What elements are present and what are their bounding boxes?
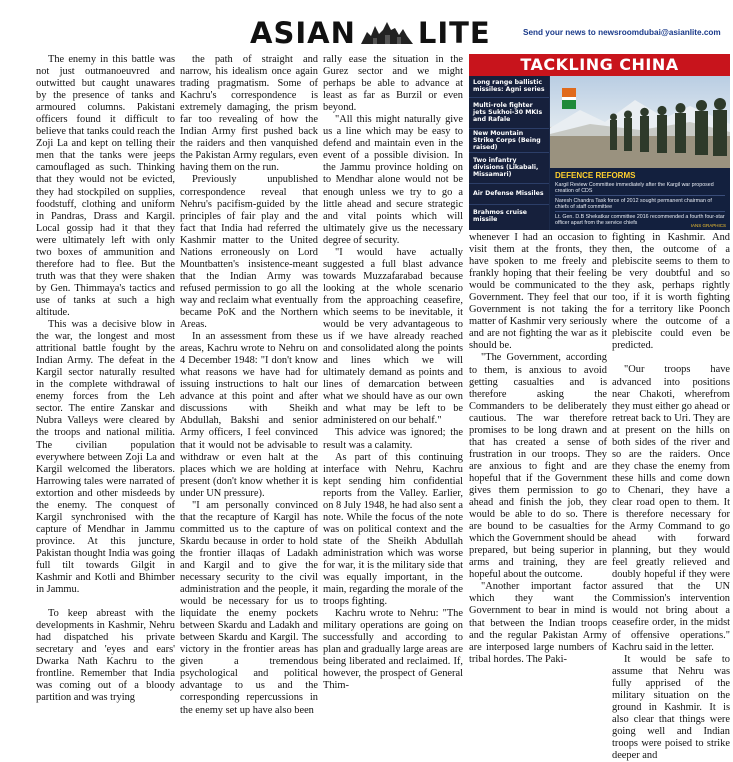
masthead-left-word: ASIAN (250, 16, 356, 50)
article-column-4 (469, 232, 607, 666)
reform-item: Naresh Chandra Task force of 2012 sought permanent chairman of chiefs of staff committee (555, 198, 712, 211)
infographic-title: TACKLING CHINA (469, 54, 730, 76)
weapon-item: Multi-role fighter jets Sukhoi-30 MKIs and Rafale (469, 98, 549, 129)
reform-item: Lt. Gen. D.B Shekatkar committee 2016 recommended a fourth four-star officer apart from the service chiefs (555, 214, 725, 227)
infographic-weapons-list (469, 76, 549, 230)
masthead-emblem-icon (359, 20, 415, 46)
infographic-panel (469, 54, 730, 230)
paragraph: rally ease the situation in the Gurez sector and we might perhaps be able to advance at least as far as Burzil or even beyond. (323, 54, 463, 114)
paragraph: the path of straight and narrow, his idealism once again trading pragmatism. Some of Kachru's correspondence is extremely damaging, the prism far too revealing of how the Indian Army first pushed back the raiders and then vanquished the Pakistan Army regulars, even having them on the run. (180, 54, 318, 174)
masthead-right-word: LITE (417, 16, 491, 50)
paragraph: whenever I had an occasion to visit them at the fronts, they have spoken to me freely and frankly hoping that their feeling would be communicated to the Government. They feel that our Government is not taking the matter of Kashmir very seriously and are not fighting the war as it should be. (469, 232, 607, 352)
masthead (250, 18, 491, 48)
paragraph: "Another important factor which they want the Government to bear in mind is that between the Indian troops and the regular Pakistan Army are interposed large numbers of tribal hordes. The Paki- (469, 581, 607, 665)
article-column-2 (180, 54, 318, 717)
article-column-1 (36, 54, 175, 704)
weapon-item: Two infantry divisions (Likabali, Missamari) (469, 153, 549, 184)
paragraph: "The Government, according to them, is anxious to avoid getting casualties and is therefore asking the Commanders to be deliberately cautious. The war therefore promises to be long drawn and that has created a sense of frustration in our troops. They are anxious to fight and are hopeful that if the Government gives them permission to go ahead and finish the job, they would be able to do so. There are bound to be casualties for which the Government should be prepared, but being superior in arms and training, they are hopeful about the outcome. (469, 352, 607, 581)
paragraph: Previously unpublished correspondence reveal that Nehru's pacifism-guided by the principles of fair play and the fact that India had referred the Kashmir matter to the United Nations erroneously on Lord Mountbatten's insistence-meant that the Indian Army was refused permission to go all the way and reclaim what eventually became PoK and the Northern Areas. (180, 174, 318, 331)
weapon-item: Long range ballistic missiles: Agni series (469, 76, 549, 98)
paragraph: fighting in Kashmir. And then, the outcome of a plebiscite seems to them to be very doubtful and so they ask, perhaps rightly too, if it is worth fighting for a territory like Poonch where the outcome of a plebiscite could even be predicted. (612, 232, 730, 352)
graphic-credit: IANS GRAPHICS (690, 223, 726, 228)
send-news-line: Send your news to newsroomdubai@asianlite.com (523, 28, 721, 37)
defence-reforms-block (550, 168, 730, 230)
article-column-5 (612, 232, 730, 762)
paragraph: To keep abreast with the developments in Kashmir, Nehru had dispatched his private secretary and 'eyes and ears' Dwarka Nath Kachru to the frontline. Remember that India was coming out of a bloody partition and was trying (36, 608, 175, 704)
paragraph: This was a decisive blow in the war, the longest and most attritional battle fought by the Indian Army. The defeat in the Kargil sector naturally resulted in the complete withdrawal of enemy forces from the Leh sector. The entire Zanskar and Nubra Valleys were cleared by the troops and national militia. The civilian population everywhere between Zoji La and Kargil welcomed the liberators. Harrowing tales were narrated of extortion and other misdeeds by the enemy. The conquest of Kargil synchronised with the capture of Mendhar in Jammu province. At this juncture, Pakistan thought India was going full tilt towards Gilgit in Kashmir and Kotli and Bhimber in Jammu. (36, 319, 175, 596)
reform-divider (555, 211, 725, 212)
paragraph: This advice was ignored; the result was a calamity. (323, 427, 463, 451)
paragraph: "I am personally convinced that the recapture of Kargil has committed us to the capture of Skardu because in order to hold the frontier illaqas of Ladakh and Kargil and to give the necessary security to the civil administration and the people, it would be necessary for us to liquidate the enemy pockets between Skardu and Ladakh and between Skardu and Kargil. The victory in the frontier areas has given a tremendous psychological and political advantage to us and the corresponding repercussions in the enemy set up have also been (180, 499, 318, 716)
defence-reforms-title: DEFENCE REFORMS (555, 171, 636, 180)
weapon-item: Air Defense Missiles (469, 184, 549, 206)
paragraph: As part of this continuing interface with Nehru, Kachru kept sending him confidential reports from the Valley. Earlier, on 8 July 1948, he had also sent a note. While the focus of the note was on political context and the state of the Sheikh Abdullah administration which was worse for war, it is the military side that was equally important, in the main, regarding the morale of the troops fighting. (323, 451, 463, 608)
paragraph: "I would have actually suggested a full blast advance towards Muzzafarabad because looking at the whole scenario from the approaching ceasefire, which seems to be inevitable, it would be very advantageous to us if we have already reached and consolidated along the points and lines which we will ultimately demand as points and lines of demarcation between what we should have as our own and what may be left to be administered on our behalf." (323, 246, 463, 427)
weapon-item: New Mountain Strike Corps (Being raised) (469, 129, 549, 153)
reform-divider (555, 195, 725, 196)
article-column-3 (323, 54, 463, 692)
paragraph: The enemy in this battle was not just outmanoeuvred and outwitted but caught unawares by the presence of tanks and armoured columns. Pakistani officers found it difficult to believe that tanks could reach the Zoji La and kept on telling their men that the tanks were jeeps camouflaged as such. Thinking that they would not be evicted, they had stockpiled on supplies, foodstuff, clothing and uniform in Pandras, Drass and Kargil. Local gossip had it that they were ultimately left with only two boxes of ammunition and therefore had to flee. But the truth was that they were shaken by Gen. Thimmaya's tactics and use of tanks at such a high altitude. (36, 54, 175, 318)
paragraph: Kachru wrote to Nehru: "The military operations are going on successfully and according to plan and gradually large areas are being liberated and reclaimed. If, however, the prospect of General Thim- (323, 608, 463, 692)
paragraph: It would be safe to assume that Nehru was fully apprised of the military situation on the ground in Kashmir. It is also clear that things were going well and Indian troops were poised to strike deeper and (612, 653, 730, 761)
paragraph: In an assessment from these areas, Kachru wrote to Nehru on 4 December 1948: "I don't know what reasons we have had for issuing instructions to halt our advance at this point and after discussions with Sheikh Abdullah, Bakshi and senior Army officers, I feel convinced that it would not be advisable to withdraw or even halt at the places which we are holding at present (don't know whether it is under UN pressure). (180, 331, 318, 499)
weapon-item: Brahmos cruise missile (473, 208, 528, 223)
soldiers-photo (550, 76, 730, 168)
paragraph: "Our troops have advanced into positions near Chakoti, wherefrom they must either go ahead or retreat back to Uri. They are at present on the hills on both sides of the river and so are the raiders. Once they chase the enemy from these hills and come down to Chenari, they have a clear road open to them. It is therefore necessary for the Army Command to go ahead with forward planning, but they would feel greatly relieved and doubly hopeful if they were assured that the UN Commission's intervention would not bring about a ceasefire order, in the midst of offensive operations." Kachru said in the letter. (612, 364, 731, 653)
paragraph: "All this might naturally give us a line which may be easy to defend and maintain even in the event of a possible division. In the Jammu province holding on to Mendhar alone would not be enough unless we try to go a little ahead and secure strategic and vital points which will ultimately give us the necessary degree of security. (323, 114, 463, 246)
reform-item: Kargil Review Committee immediately after the Kargil war proposed creation of CDS (555, 182, 714, 195)
